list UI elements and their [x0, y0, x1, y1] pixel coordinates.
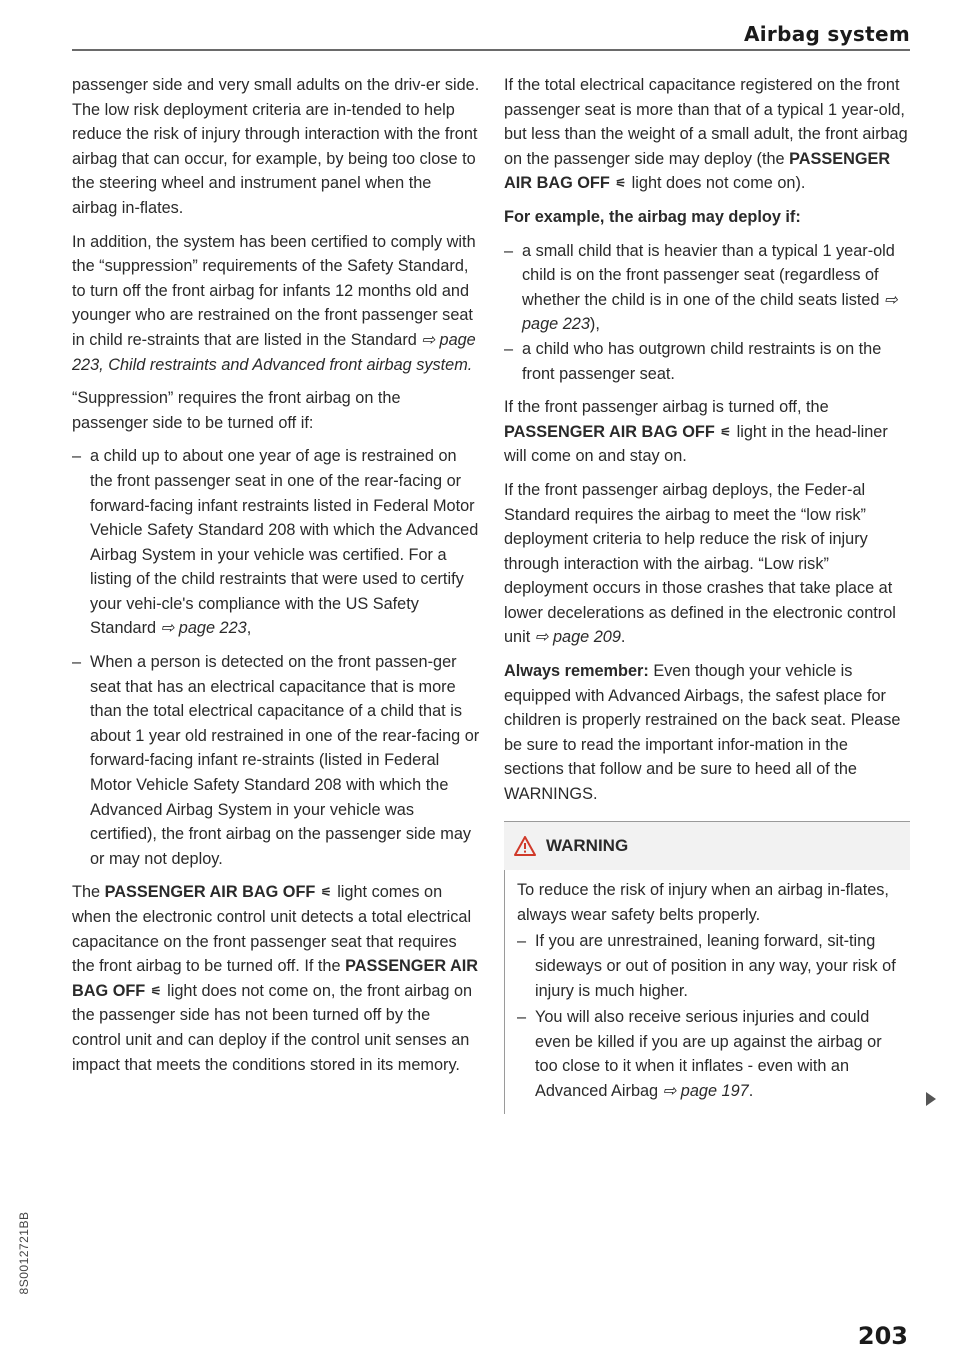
right-paragraph-3	[504, 478, 910, 650]
passenger-airbag-off-label: PASSENGER AIR BAG OFF	[72, 957, 479, 1000]
left-column	[72, 73, 480, 1086]
list-item	[504, 337, 910, 386]
warning-triangle-icon	[514, 836, 536, 856]
section-title: Airbag system	[744, 22, 910, 46]
left-paragraph-4	[72, 880, 480, 1077]
left-paragraph-1: passenger side and very small adults on the driv-er side. The low risk deployment criteria are in-tended to help reduce the risk of injury through interaction with the front airbag that can occur, for example, by being too close to the steering wheel and instrument panel when the airbag in-flates.	[72, 76, 480, 217]
right-p3-page-ref[interactable]: ⇨ page 209	[534, 628, 621, 647]
right-paragraph-4	[504, 659, 910, 807]
right-p1-b: light does not come on).	[631, 174, 806, 193]
list-item-text: If you are unrestrained, leaning forward, sit-ting sideways or out of position in any way, your risk of injury is much higher.	[535, 932, 896, 1000]
subheading: For example, the airbag may deploy if:	[504, 207, 801, 226]
passenger-airbag-off-label: PASSENGER AIR BAG OFF	[504, 422, 715, 441]
dash-bullet: –	[72, 447, 82, 466]
dash-bullet: –	[72, 653, 82, 672]
left-paragraph-2	[72, 230, 480, 378]
always-remember-label: Always remember:	[504, 662, 649, 681]
right-p2-a: If the front passenger airbag is turned off, the	[504, 398, 829, 417]
list-item-text: You will also receive serious injuries and could even be killed if you are up against the airbag or too close to it when it inflates - even with an Advanced Airbag	[535, 1008, 882, 1100]
left-paragraph-3: “Suppression” requires the front airbag on the passenger side to be turned off if:	[72, 389, 401, 432]
list-item	[517, 1005, 896, 1103]
left-p2-text: In addition, the system has been certified to comply with the “suppression” requirements of the Safety Standard, to turn off the front airbag for infants 12 months old and younger who are restrained on the front passenger seat in child re-straints that are listed in the Standard	[72, 232, 476, 349]
right-paragraph-1	[504, 73, 910, 196]
page-number: 203	[857, 1322, 908, 1350]
dash-bullet: –	[517, 932, 527, 951]
list-item-text: a child up to about one year of age is restrained on the front passenger seat in one of the rear-facing or forward-facing infant restraints listed in Federal Motor Vehicle Safety Standard 208 with which the Advanced Airbag System in your vehicle was certified. For a listing of the child restraints that were used to certify your vehi-cle's compliance with the US Safety Standard	[90, 447, 479, 638]
list-item-text: a child who has outgrown child restraints is on the front passenger seat.	[522, 339, 882, 383]
list-item-end: ),	[589, 315, 600, 334]
dash-bullet: –	[504, 241, 514, 260]
passenger-airbag-off-label: PASSENGER AIR BAG OFF	[504, 149, 891, 193]
right-p3-text: If the front passenger airbag deploys, the Feder-al Standard requires the airbag to meet the “low risk” deployment criteria to help reduce the risk of injury through interaction with the airbag. “Low risk” deployment occurs in those crashes that take place at lower decelerations as defined in the electronic control unit	[504, 480, 896, 647]
list-item-text: a small child that is heavier than a typical 1 year-old child is on the front passenger seat (regardless of whether the child is in one of the child seats listed	[522, 241, 895, 309]
continue-arrow-icon	[926, 1092, 936, 1106]
list-item	[504, 239, 910, 337]
airbag-off-icon: ⚟	[615, 176, 627, 191]
document-code-text: 8S0012721BB	[17, 1211, 31, 1295]
passenger-airbag-off-label: PASSENGER AIR BAG OFF	[104, 883, 316, 902]
list-item-page-ref[interactable]: ⇨ page 223	[160, 619, 247, 638]
airbag-off-icon: ⚟	[720, 424, 732, 439]
dash-bullet: –	[517, 1008, 527, 1027]
warning-title: WARNING	[546, 835, 629, 855]
list-item	[72, 444, 480, 641]
right-column	[504, 73, 910, 1114]
right-p1-a: If the total electrical capacitance registered on the front passenger seat is more than that of a typical 1 year-old, but less than the weight of a small adult, the front airbag on the passenger side may deploy (the	[504, 76, 908, 168]
document-code	[14, 1178, 34, 1328]
list-item-text: When a person is detected on the front passen-ger seat that has an electrical capacitance that is more than the total electrical capacitance of a child that is about 1 year old restrained in one of the rear-facing or forward-facing infant re-straints (listed in Federal Motor Vehicle Safety Standard 208 with which the Advanced Airbag System in your vehicle was certified), the front airbag on the passenger side may or may not deploy.	[90, 653, 480, 868]
warning-body	[504, 870, 910, 1113]
right-p2-b: light in the head-liner will come on and stay on.	[504, 422, 888, 466]
list-item	[517, 929, 896, 1003]
left-p4-c: light does not come on, the front airbag on the passenger side has not been turned off by the control unit and can deploy if the control unit senses an impact that meets the conditions stored in its memory.	[72, 981, 473, 1074]
airbag-off-icon: ⚟	[150, 983, 162, 998]
left-p4-b: light comes on when the electronic control unit detects a total electrical capacitance on the front passenger seat that requires the front airbag to be turned off. If the	[72, 883, 472, 976]
right-p3-end: .	[620, 628, 626, 647]
list-item-end: ,	[246, 619, 252, 638]
left-p4-a: The	[72, 883, 101, 902]
left-p2-page-ref[interactable]: ⇨ page 223, Child restraints and Advanced front airbag system.	[72, 330, 476, 374]
list-item-page-ref[interactable]: ⇨ page 223	[522, 290, 898, 334]
list-item-end: .	[748, 1081, 754, 1100]
airbag-off-icon: ⚟	[320, 885, 332, 900]
header-rule	[72, 49, 910, 51]
list-item	[72, 650, 480, 871]
warning-box	[504, 821, 910, 1114]
warning-intro: To reduce the risk of injury when an airbag in-flates, always wear safety belts properly.	[517, 881, 889, 924]
dash-bullet: –	[504, 339, 514, 358]
right-p4-text: Even though your vehicle is equipped with Advanced Airbags, the safest place for children is properly restrained on the back seat. Please be sure to read the important infor-mation in the sections that follow and be sure to heed all of the WARNINGS.	[504, 662, 901, 804]
list-item-page-ref[interactable]: ⇨ page 197	[662, 1081, 749, 1100]
warning-header	[504, 821, 910, 871]
right-paragraph-2	[504, 395, 910, 469]
